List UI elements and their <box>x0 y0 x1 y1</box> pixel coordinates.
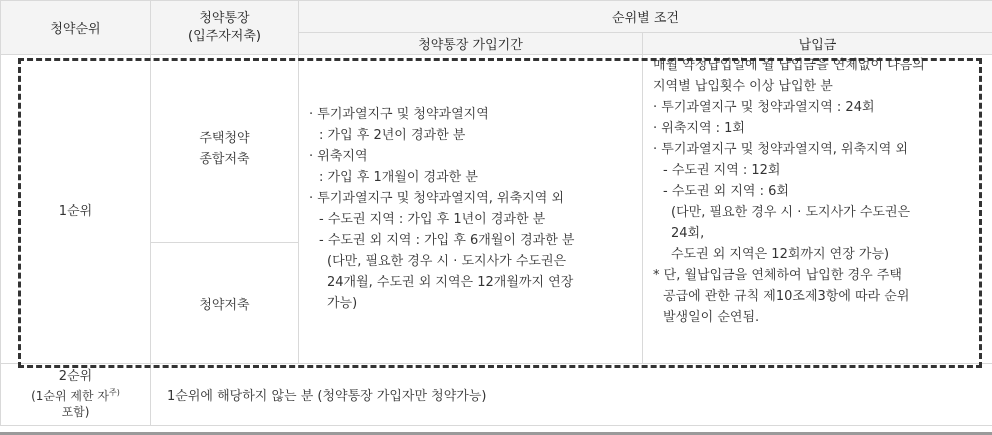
rank1-period-cell <box>299 55 643 364</box>
header-period <box>299 33 643 55</box>
rank2-condition: 1순위에 해당하지 않는 분 (청약통장 가입자만 청약가능) <box>167 389 487 404</box>
rank2-label-line2: (1순위 제한 자 <box>31 389 110 403</box>
header-payment <box>643 33 992 55</box>
rank1-account2-cell <box>151 243 299 364</box>
payment-line: - 수도권 외 지역 : 6회 <box>663 184 789 199</box>
rank2-cell <box>1 364 151 426</box>
payment-line: 공급에 관한 규칙 제10조제3항에 따라 순위 <box>663 289 910 304</box>
payment-line: · 투기과열지구 및 청약과열지역, 위축지역 외 <box>653 142 908 157</box>
header-period-label: 청약통장 가입기간 <box>418 38 523 53</box>
rank2-label-line3: 포함) <box>61 405 90 419</box>
payment-line: · 위축지역 : 1회 <box>653 121 745 136</box>
period-line: : 가입 후 1개월이 경과한 분 <box>319 170 478 185</box>
header-conditions <box>299 1 992 33</box>
period-line: : 가입 후 2년이 경과한 분 <box>319 128 466 143</box>
period-line: - 수도권 외 지역 : 가입 후 6개월이 경과한 분 <box>319 233 575 248</box>
payment-line: 24회, <box>671 226 705 241</box>
rank1-account2-label: 청약저축 <box>199 297 250 313</box>
header-conditions-label: 순위별 조건 <box>612 11 679 26</box>
header-rank-label: 청약순위 <box>50 22 101 37</box>
rank1-cell <box>1 55 151 364</box>
period-line: 24개월, 수도권 외 지역은 12개월까지 연장 <box>327 275 574 290</box>
period-line: 가능) <box>327 296 358 311</box>
payment-line: (다만, 필요한 경우 시 · 도지사가 수도권은 <box>671 205 911 220</box>
payment-line: 수도권 외 지역은 12회까지 연장 가능) <box>671 247 890 262</box>
payment-line: * 단, 월납입금을 연체하여 납입한 경우 주택 <box>653 268 902 283</box>
period-line: · 투기과열지구 및 청약과열지역 <box>309 107 489 122</box>
period-line: - 수도권 지역 : 가입 후 1년이 경과한 분 <box>319 212 546 227</box>
period-line: · 위축지역 <box>309 149 368 164</box>
rank2-label-line1: 2순위 <box>58 369 93 384</box>
header-payment-label: 납입금 <box>798 38 837 53</box>
period-line: (다만, 필요한 경우 시 · 도지사가 수도권은 <box>327 254 567 269</box>
rank1-account1-cell <box>151 55 299 243</box>
payment-line: · 투기과열지구 및 청약과열지역 : 24회 <box>653 100 875 115</box>
payment-line: 발생일이 순연됨. <box>663 310 760 325</box>
rank2-condition-cell <box>151 364 992 426</box>
header-account-line1: 청약통장 <box>199 10 250 26</box>
header-account-line2: (입주자저축) <box>188 28 261 44</box>
rank2-footnote-mark: 주) <box>109 388 120 397</box>
payment-line: 지역별 납입횟수 이상 납입한 분 <box>653 79 833 94</box>
payment-line: - 수도권 지역 : 12회 <box>663 163 781 178</box>
header-rank <box>1 1 151 55</box>
rank1-payment-cell <box>643 55 992 364</box>
rank1-label: 1순위 <box>58 203 93 219</box>
rank1-account1-line1: 주택청약 <box>199 130 250 146</box>
rank1-account1-line2: 종합저축 <box>199 151 250 167</box>
payment-line: 매월 약정납입일에 월 납입금을 연체없이 다음의 <box>653 58 925 73</box>
period-line: · 투기과열지구 및 청약과열지역, 위축지역 외 <box>309 191 564 206</box>
header-account <box>151 1 299 55</box>
